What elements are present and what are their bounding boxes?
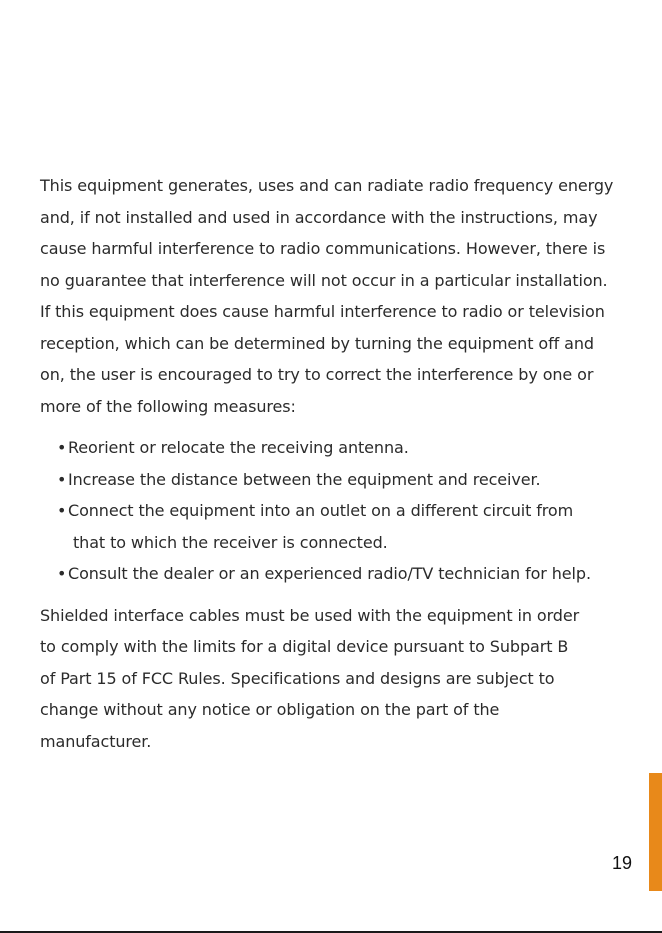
shielded-cables-paragraph	[40, 600, 630, 758]
paragraph-line: change without any notice or obligation on the part of the	[40, 700, 500, 719]
paragraph-line: manufacturer.	[40, 731, 152, 751]
paragraph-line: no guarantee that interference will not occur in a particular installation.	[40, 270, 608, 290]
list-item	[40, 558, 630, 590]
list-item	[40, 464, 630, 496]
chapter-tab-marker	[649, 773, 662, 891]
paragraph-line: If this equipment does cause harmful interference to radio or television	[40, 302, 605, 321]
list-item	[40, 432, 630, 464]
list-item-text: Consult the dealer or an experienced radio/TV technician for help.	[68, 564, 591, 583]
list-item-text: Increase the distance between the equipment and receiver.	[68, 469, 541, 489]
list-item-text: that to which the receiver is connected.	[73, 532, 388, 552]
list-item-text: Reorient or relocate the receiving antenna.	[68, 438, 409, 457]
paragraph-line: of Part 15 of FCC Rules. Specifications and designs are subject to	[40, 668, 555, 688]
paragraph-line: reception, which can be determined by turning the equipment off and	[40, 333, 594, 353]
list-item-text: Connect the equipment into an outlet on a different circuit from	[68, 501, 574, 520]
paragraph-line: This equipment generates, uses and can radiate radio frequency energy	[40, 176, 614, 195]
bullet-icon: •	[57, 564, 67, 583]
paragraph-line: on, the user is encouraged to try to correct the interference by one or	[40, 365, 594, 384]
bullet-icon: •	[57, 438, 67, 457]
document-body	[40, 170, 630, 757]
bullet-icon: •	[57, 501, 67, 520]
bullet-icon: •	[57, 469, 67, 489]
list-item	[40, 495, 630, 558]
page-number: 19	[612, 853, 633, 873]
paragraph-line: and, if not installed and used in accordance with the instructions, may	[40, 207, 598, 227]
paragraph-line: to comply with the limits for a digital device pursuant to Subpart B	[40, 637, 569, 656]
paragraph-line: more of the following measures:	[40, 396, 296, 416]
fcc-statement-paragraph	[40, 170, 630, 422]
paragraph-line: Shielded interface cables must be used with the equipment in order	[40, 605, 580, 625]
measures-list	[40, 432, 630, 590]
paragraph-line: cause harmful interference to radio communications. However, there is	[40, 239, 606, 258]
